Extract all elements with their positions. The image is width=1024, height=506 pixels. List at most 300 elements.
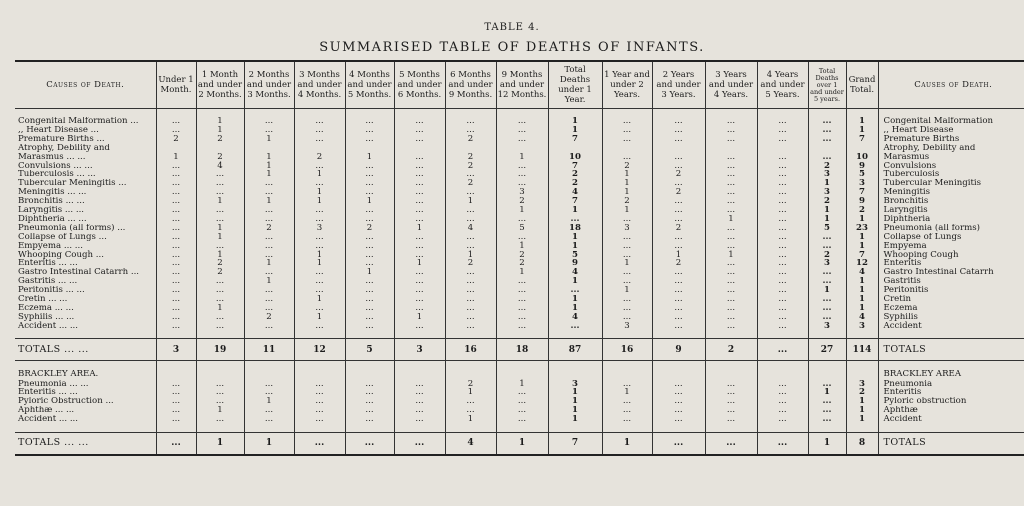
value-cell: 1 (196, 224, 244, 233)
empty-cell (244, 330, 294, 339)
value-cell: ... (394, 153, 445, 162)
value-cell: ... (294, 388, 345, 397)
value-cell: ... (244, 268, 294, 277)
empty-cell (705, 361, 757, 370)
empty-cell (445, 369, 496, 379)
cause-label-right: Aphthæ (878, 406, 1024, 415)
value-cell: ... (705, 406, 757, 415)
value-cell: ... (345, 432, 394, 455)
value-cell: ... (652, 268, 705, 277)
value-cell: ... (156, 286, 196, 295)
value-cell: 3 (548, 379, 602, 388)
value-cell: ... (705, 321, 757, 330)
totals-row (15, 339, 1024, 361)
value-cell: 16 (445, 339, 496, 361)
value-cell: ... (757, 415, 808, 424)
value-cell: ... (156, 179, 196, 188)
empty-cell (548, 361, 602, 370)
value-cell: 2 (548, 179, 602, 188)
spacer-row (15, 330, 1024, 339)
value-cell: ... (394, 406, 445, 415)
value-cell: ... (244, 206, 294, 215)
value-cell: ... (156, 161, 196, 170)
value-cell: ... (808, 397, 846, 406)
cause-label-right: Congenital Malformation (878, 117, 1024, 126)
value-cell: 1 (496, 241, 548, 250)
value-cell: ... (757, 313, 808, 322)
empty-cell (156, 109, 196, 118)
value-cell: 1 (244, 161, 294, 170)
value-cell: 2 (196, 153, 244, 162)
value-cell: ... (705, 379, 757, 388)
empty-cell (294, 369, 345, 379)
value-cell: 5 (846, 170, 878, 179)
value-cell: 1 (345, 197, 394, 206)
empty-cell (394, 330, 445, 339)
value-cell: ... (445, 117, 496, 126)
cause-label-right: Gastro Intestinal Catarrh (878, 268, 1024, 277)
value-cell (496, 144, 548, 153)
value-cell: 4 (196, 161, 244, 170)
value-cell: ... (196, 379, 244, 388)
value-cell: ... (652, 313, 705, 322)
value-cell: ... (445, 406, 496, 415)
value-cell: ... (445, 397, 496, 406)
value-cell: 2 (445, 179, 496, 188)
empty-cell (196, 361, 244, 370)
value-cell: 7 (846, 188, 878, 197)
value-cell: 2 (652, 170, 705, 179)
value-cell: ... (294, 379, 345, 388)
value-cell: 3 (496, 188, 548, 197)
value-cell: 2 (196, 268, 244, 277)
empty-cell (548, 109, 602, 118)
value-cell: ... (705, 179, 757, 188)
value-cell: ... (496, 406, 548, 415)
empty-cell (705, 330, 757, 339)
value-cell (244, 144, 294, 153)
value-cell: ... (602, 268, 652, 277)
value-cell: ... (345, 379, 394, 388)
value-cell: ... (705, 397, 757, 406)
empty-cell (652, 109, 705, 118)
value-cell: ... (757, 432, 808, 455)
value-cell: 2 (196, 135, 244, 144)
value-cell: ... (757, 188, 808, 197)
table-row (15, 197, 1024, 206)
value-cell: 2 (445, 379, 496, 388)
cause-label: Cretin ... ... (18, 294, 68, 304)
value-cell: ... (345, 277, 394, 286)
value-cell: ... (757, 135, 808, 144)
value-cell: ... (445, 268, 496, 277)
value-cell: 1 (548, 295, 602, 304)
value-cell: 3 (808, 259, 846, 268)
cause-label-right: Premature Births (878, 135, 1024, 144)
value-cell: ... (496, 179, 548, 188)
header-cause-right: Causes of Death. (878, 61, 1024, 109)
value-cell: 1 (652, 250, 705, 259)
value-cell (394, 144, 445, 153)
cause-label: Laryngitis ... ... (18, 205, 85, 215)
cause-label-right: Convulsions (878, 161, 1024, 170)
header-col: Total Deaths under 1 Year. (548, 61, 602, 109)
value-cell: 1 (294, 295, 345, 304)
value-cell: ... (496, 321, 548, 330)
value-cell: ... (345, 188, 394, 197)
value-cell: ... (345, 304, 394, 313)
cause-label: Accident ... ... (18, 321, 79, 331)
value-cell: 16 (602, 339, 652, 361)
empty-cell (294, 424, 345, 433)
value-cell: ... (602, 415, 652, 424)
value-cell (548, 144, 602, 153)
value-cell: ... (394, 233, 445, 242)
value-cell: ... (156, 250, 196, 259)
empty-cell (196, 109, 244, 118)
value-cell: 1 (196, 126, 244, 135)
empty-cell (652, 424, 705, 433)
value-cell: ... (705, 153, 757, 162)
value-cell: 3 (808, 170, 846, 179)
cause-label-right: Enteritis (878, 388, 1024, 397)
table-row (15, 388, 1024, 397)
table-row (15, 259, 1024, 268)
value-cell: ... (196, 179, 244, 188)
section-heading-right: BRACKLEY AREA (878, 369, 1024, 379)
value-cell (846, 144, 878, 153)
value-cell: 1 (496, 432, 548, 455)
value-cell: ... (196, 241, 244, 250)
empty-cell (548, 369, 602, 379)
value-cell: ... (757, 304, 808, 313)
cause-label: Pyloric Obstruction ... (18, 397, 114, 407)
value-cell: ... (156, 388, 196, 397)
value-cell: 87 (548, 339, 602, 361)
table-number: TABLE 4. (484, 22, 540, 33)
header-col: 2 Months and under 3 Months. (244, 61, 294, 109)
empty-cell (602, 109, 652, 118)
value-cell: 1 (705, 250, 757, 259)
value-cell: ... (808, 295, 846, 304)
value-cell: ... (394, 415, 445, 424)
value-cell: ... (652, 135, 705, 144)
value-cell: ... (757, 295, 808, 304)
value-cell: 10 (846, 153, 878, 162)
value-cell: ... (196, 188, 244, 197)
cause-label: Enteritis ... ... (18, 259, 78, 269)
empty-cell (705, 424, 757, 433)
value-cell: 7 (548, 161, 602, 170)
value-cell: ... (652, 415, 705, 424)
empty-cell (757, 109, 808, 118)
empty-cell (156, 330, 196, 339)
value-cell: ... (757, 206, 808, 215)
value-cell: ... (345, 321, 394, 330)
table-row (15, 126, 1024, 135)
value-cell: ... (705, 197, 757, 206)
cause-label-right: Whooping Cough (878, 250, 1024, 259)
value-cell: ... (705, 224, 757, 233)
value-cell: 5 (496, 224, 548, 233)
cause-label-right: Cretin (878, 295, 1024, 304)
value-cell: ... (496, 126, 548, 135)
empty-cell (652, 369, 705, 379)
value-cell: ... (345, 117, 394, 126)
value-cell: 4 (846, 268, 878, 277)
value-cell: ... (445, 215, 496, 224)
empty-cell (244, 369, 294, 379)
value-cell: ... (156, 259, 196, 268)
empty-cell (156, 424, 196, 433)
value-cell (757, 144, 808, 153)
value-cell: 2 (652, 224, 705, 233)
value-cell: ... (156, 406, 196, 415)
empty-cell (757, 330, 808, 339)
value-cell: ... (496, 415, 548, 424)
empty-cell (496, 109, 548, 118)
value-cell: 3 (602, 224, 652, 233)
value-cell: ... (244, 188, 294, 197)
value-cell: 8 (846, 432, 878, 455)
value-cell: 1 (602, 286, 652, 295)
value-cell (294, 144, 345, 153)
empty-cell (496, 424, 548, 433)
value-cell: ... (602, 153, 652, 162)
cause-label: Enteritis ... ... (18, 388, 78, 398)
table-row (15, 170, 1024, 179)
value-cell: 5 (548, 250, 602, 259)
value-cell: ... (602, 295, 652, 304)
value-cell: ... (808, 304, 846, 313)
cause-label-right: Pyloric obstruction (878, 397, 1024, 406)
header-col: 6 Months and under 9 Months. (445, 61, 496, 109)
brackley-totals-row (15, 432, 1024, 455)
cause-label-right: Tuberculosis (878, 170, 1024, 179)
value-cell: 7 (548, 432, 602, 455)
value-cell: 1 (602, 259, 652, 268)
value-cell: ... (757, 286, 808, 295)
value-cell: ... (705, 170, 757, 179)
value-cell: ... (244, 241, 294, 250)
value-cell: ... (445, 233, 496, 242)
value-cell: ... (345, 388, 394, 397)
value-cell: ... (757, 397, 808, 406)
value-cell: 2 (705, 339, 757, 361)
value-cell: ... (294, 215, 345, 224)
value-cell: ... (652, 379, 705, 388)
empty-cell (757, 361, 808, 370)
value-cell: ... (808, 415, 846, 424)
value-cell: ... (345, 259, 394, 268)
value-cell: 3 (846, 321, 878, 330)
empty-cell (294, 361, 345, 370)
value-cell: 23 (846, 224, 878, 233)
value-cell: ... (294, 321, 345, 330)
value-cell: 2 (602, 161, 652, 170)
value-cell: 7 (548, 135, 602, 144)
value-cell: ... (294, 415, 345, 424)
value-cell: ... (196, 388, 244, 397)
value-cell: ... (705, 126, 757, 135)
value-cell: 18 (496, 339, 548, 361)
empty-cell (846, 330, 878, 339)
value-cell: 3 (808, 321, 846, 330)
value-cell: 2 (652, 188, 705, 197)
value-cell: ... (652, 432, 705, 455)
table-row (15, 206, 1024, 215)
empty-cell (394, 369, 445, 379)
value-cell: ... (294, 161, 345, 170)
value-cell: ... (294, 135, 345, 144)
cause-label-right: Atrophy, Debility and (878, 144, 1024, 153)
table-row (15, 397, 1024, 406)
value-cell: ... (705, 188, 757, 197)
table-row (15, 379, 1024, 388)
value-cell: 1 (548, 126, 602, 135)
value-cell: ... (394, 215, 445, 224)
value-cell: ... (294, 304, 345, 313)
cause-label: Peritonitis ... ... (18, 285, 85, 295)
cause-label-right: Gastritis (878, 277, 1024, 286)
cause-label: Aphthæ ... ... (18, 406, 75, 415)
value-cell: ... (156, 206, 196, 215)
empty-cell (345, 369, 394, 379)
value-cell: 1 (846, 117, 878, 126)
value-cell (445, 144, 496, 153)
value-cell: 1 (496, 268, 548, 277)
header-col: 2 Years and under 3 Years. (652, 61, 705, 109)
empty-cell (445, 424, 496, 433)
value-cell: ... (244, 321, 294, 330)
empty-cell (846, 361, 878, 370)
value-cell: ... (345, 233, 394, 242)
empty-cell (394, 361, 445, 370)
value-cell: ... (652, 388, 705, 397)
empty-cell (602, 424, 652, 433)
value-cell: 12 (846, 259, 878, 268)
value-cell: ... (496, 295, 548, 304)
value-cell: 1 (808, 215, 846, 224)
value-cell: ... (445, 206, 496, 215)
section-heading: BRACKLEY AREA. (18, 369, 99, 380)
value-cell: ... (548, 321, 602, 330)
value-cell: 9 (846, 197, 878, 206)
value-cell: ... (394, 241, 445, 250)
value-cell: ... (294, 286, 345, 295)
value-cell: ... (294, 206, 345, 215)
empty-cell (15, 424, 156, 433)
value-cell: ... (394, 268, 445, 277)
cause-label-right: Eczema (878, 304, 1024, 313)
cause-label-right: Peritonitis (878, 286, 1024, 295)
value-cell: 2 (808, 250, 846, 259)
value-cell: ... (156, 295, 196, 304)
value-cell: ... (196, 295, 244, 304)
value-cell: ... (345, 406, 394, 415)
empty-cell (878, 330, 1024, 339)
value-cell: ... (394, 304, 445, 313)
empty-cell (878, 424, 1024, 433)
header-col: 1 Year and under 2 Years. (602, 61, 652, 109)
cause-label: Collapse of Lungs ... (18, 232, 107, 242)
value-cell: 1 (846, 241, 878, 250)
value-cell: 3 (394, 339, 445, 361)
table-row (15, 135, 1024, 144)
value-cell: 4 (548, 188, 602, 197)
value-cell: ... (652, 215, 705, 224)
empty-cell (808, 330, 846, 339)
value-cell: ... (196, 321, 244, 330)
empty-cell (808, 424, 846, 433)
table-row (15, 406, 1024, 415)
empty-cell (846, 369, 878, 379)
value-cell: ... (394, 197, 445, 206)
value-cell: ... (705, 241, 757, 250)
value-cell: 1 (196, 117, 244, 126)
value-cell: 1 (846, 415, 878, 424)
empty-cell (846, 109, 878, 118)
value-cell: ... (156, 233, 196, 242)
empty-cell (705, 369, 757, 379)
value-cell: ... (345, 170, 394, 179)
value-cell: ... (757, 277, 808, 286)
empty-cell (548, 330, 602, 339)
value-cell: ... (496, 388, 548, 397)
empty-cell (345, 361, 394, 370)
cause-label-right: Meningitis (878, 188, 1024, 197)
value-cell: 1 (345, 268, 394, 277)
value-cell: ... (808, 379, 846, 388)
table-row (15, 153, 1024, 162)
value-cell: ... (244, 415, 294, 424)
value-cell: ... (394, 188, 445, 197)
value-cell: 1 (846, 233, 878, 242)
value-cell: 1 (244, 432, 294, 455)
value-cell: 5 (345, 339, 394, 361)
empty-cell (445, 361, 496, 370)
spacer-row (15, 424, 1024, 433)
empty-cell (705, 109, 757, 118)
value-cell: ... (394, 250, 445, 259)
value-cell: 1 (445, 388, 496, 397)
value-cell: ... (345, 161, 394, 170)
value-cell: ... (757, 388, 808, 397)
value-cell: 2 (496, 259, 548, 268)
value-cell: 1 (496, 153, 548, 162)
value-cell: ... (652, 406, 705, 415)
empty-cell (244, 361, 294, 370)
value-cell: ... (294, 268, 345, 277)
cause-label: Accident ... ... (18, 414, 79, 424)
value-cell: ... (602, 379, 652, 388)
empty-cell (808, 361, 846, 370)
value-cell: ... (156, 321, 196, 330)
value-cell: ... (294, 397, 345, 406)
value-cell: ... (345, 286, 394, 295)
value-cell: 1 (602, 170, 652, 179)
empty-cell (394, 109, 445, 118)
value-cell: ... (808, 313, 846, 322)
value-cell: 1 (548, 277, 602, 286)
empty-cell (345, 424, 394, 433)
value-cell: 10 (548, 153, 602, 162)
value-cell: ... (705, 206, 757, 215)
value-cell: 1 (548, 117, 602, 126)
value-cell: 1 (196, 304, 244, 313)
value-cell (652, 144, 705, 153)
value-cell: ... (602, 304, 652, 313)
